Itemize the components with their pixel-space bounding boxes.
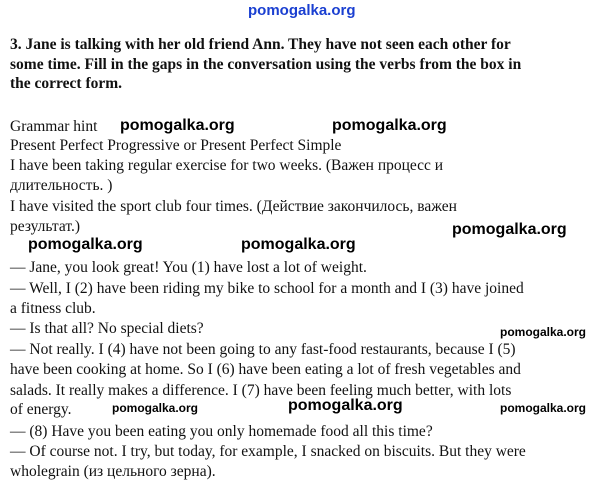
watermark: pomogalka.org [452,221,567,238]
dialogue-line: — (8) Have you been eating you only homemade food all this time? [10,423,433,440]
dialogue-line: wholegrain (из цельного зерна). [10,463,216,480]
watermark: pomogalka.org [500,325,587,339]
dialogue-line: — Well, I (2) have been riding my bike to school for a month and I (3) have joined [10,280,524,297]
dialogue-line: — Is that all? No special diets? [10,320,204,337]
task-line-2: some time. Fill in the gaps in the conversation using the verbs from the box in [10,56,522,73]
task-line-3: the correct form. [10,75,123,92]
hint-example-1-line-1: I have been taking regular exercise for two weeks. (Важен процесс и [10,157,444,174]
dialogue-line: salads. It really makes a difference. I (7) have been feeling much better, with lots [10,382,512,399]
dialogue-line: — Jane, you look great! You (1) have lost a lot of weight. [10,259,367,276]
watermark: pomogalka.org [288,397,403,414]
dialogue-line: — Of course not. I try, but today, for example, I snacked on biscuits. But they were [10,443,526,460]
watermark: pomogalka.org [120,117,235,134]
hint-subtitle: Present Perfect Progressive or Present Perfect Simple [10,137,342,154]
watermark: pomogalka.org [500,401,587,415]
dialogue-line: — Not really. I (4) have not been going to any fast-food restaurants, because I (5) [10,341,516,358]
watermark: pomogalka.org [112,401,199,415]
dialogue-line: a fitness club. [10,300,96,317]
hint-example-2-line-1: I have visited the sport club four times. (Действие закончилось, важен [10,198,457,215]
task-line-1: 3. Jane is talking with her old friend Ann. They have not seen each other for [10,36,511,53]
watermark-top: pomogalka.org [248,2,356,19]
hint-title: Grammar hint [10,118,98,135]
dialogue-line: of energy. [10,401,72,418]
hint-example-2-line-2: результат.) [10,218,80,235]
hint-example-1-line-2: длительность. ) [10,177,113,194]
watermark: pomogalka.org [332,117,447,134]
watermark: pomogalka.org [241,236,356,253]
dialogue-line: have been cooking at home. So I (6) have been eating a lot of fresh vegetables and [10,361,521,378]
watermark: pomogalka.org [28,236,143,253]
